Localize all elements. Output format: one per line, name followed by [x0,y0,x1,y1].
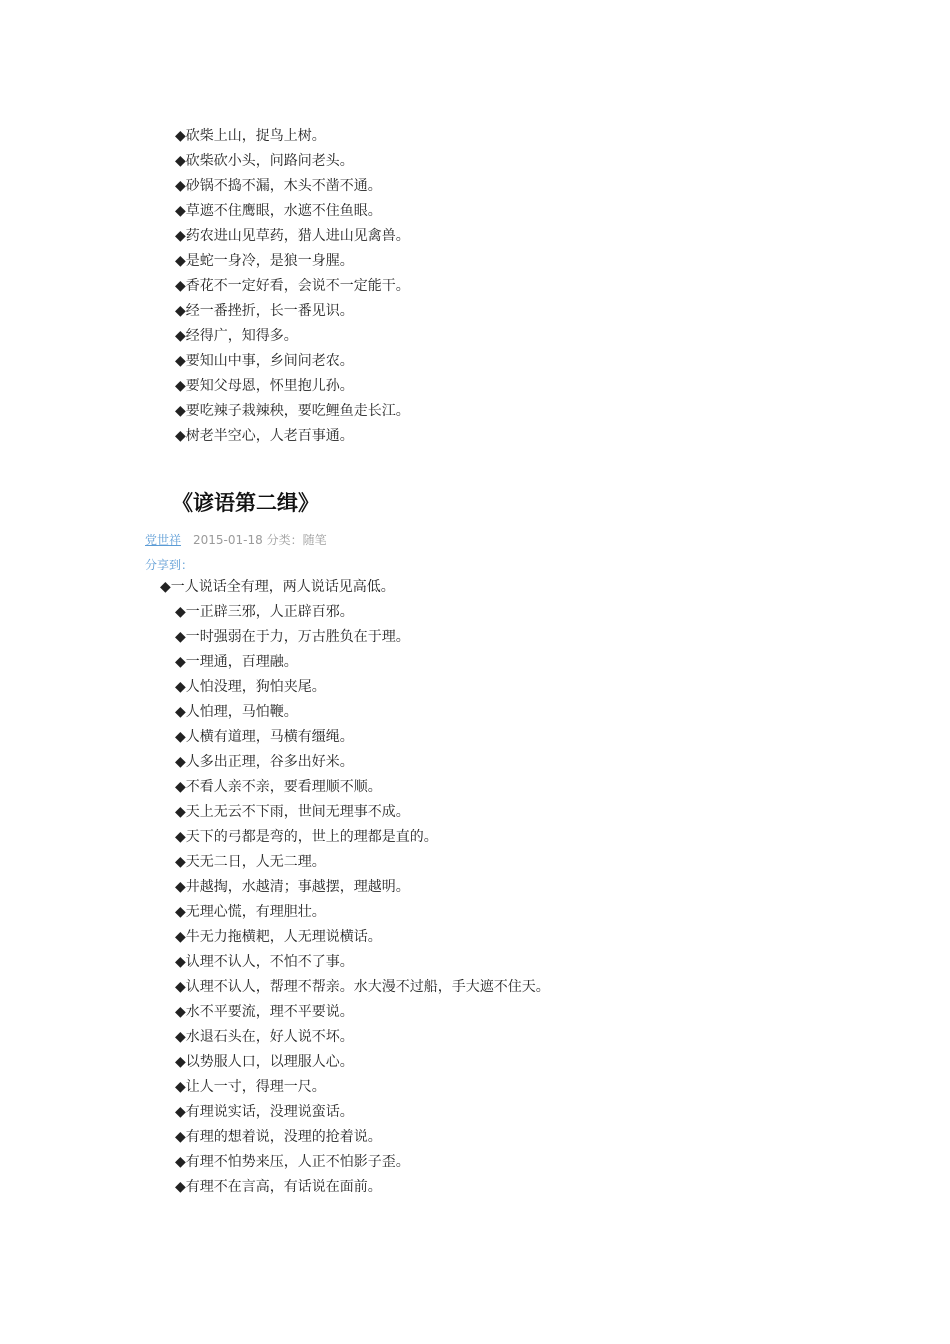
list-item: ◆经得广，知得多。 [175,328,298,344]
lead-proverb: ◆一人说话全有理，两人说话见高低。 [160,579,395,595]
list-item: ◆砍柴砍小头，问路问老头。 [175,153,354,169]
list-item: ◆水不平要流，理不平要说。 [175,1004,354,1020]
list-item: ◆要吃辣子栽辣秧，要吃鲤鱼走长江。 [175,403,410,419]
list-item: ◆一理通，百理融。 [175,654,298,670]
list-item: ◆天下的弓都是弯的，世上的理都是直的。 [175,829,438,845]
proverb-list-1 [175,124,410,449]
post-date: 2015-01-18 [193,533,263,547]
list-item: ◆砂锅不捣不漏，木头不凿不通。 [175,178,382,194]
list-item: ◆天无二日，人无二理。 [175,854,326,870]
list-item: ◆要知山中事，乡间问老农。 [175,353,354,369]
list-item: ◆药农进山见草药，猎人进山见禽兽。 [175,228,410,244]
list-item: ◆天上无云不下雨，世间无理事不成。 [175,804,410,820]
list-item: ◆有理说实话，没理说蛮话。 [175,1104,354,1120]
list-item: ◆井越掏，水越清；事越摆，理越明。 [175,879,410,895]
list-item: ◆认理不认人，不怕不了事。 [175,954,354,970]
list-item: ◆砍柴上山，捉鸟上树。 [175,128,326,144]
list-item: ◆无理心慌，有理胆壮。 [175,904,326,920]
list-item: ◆有理不怕势来压，人正不怕影子歪。 [175,1154,410,1170]
list-item: ◆人横有道理，马横有缰绳。 [175,729,354,745]
author-link[interactable]: 党世祥 [145,533,182,547]
list-item: ◆一时强弱在于力，万古胜负在于理。 [175,629,410,645]
list-item: ◆树老半空心，人老百事通。 [175,428,354,444]
list-item: ◆一正辟三邪，人正辟百邪。 [175,604,354,620]
list-item: ◆草遮不住鹰眼，水遮不住鱼眼。 [175,203,382,219]
list-item: ◆水退石头在，好人说不坏。 [175,1029,354,1045]
list-item: ◆人怕没理，狗怕夹尾。 [175,679,326,695]
list-item: ◆认理不认人，帮理不帮亲。水大漫不过船，手大遮不住天。 [175,979,550,995]
list-item: ◆经一番挫折，长一番见识。 [175,303,354,319]
post-meta [145,531,327,548]
post-title: 《谚语第二缉》 [172,491,319,515]
share-label[interactable]: 分享到： [145,558,194,572]
list-item: ◆人怕理，马怕鞭。 [175,704,298,720]
list-item: ◆牛无力拖横耙，人无理说横话。 [175,929,382,945]
list-item: ◆有理的想着说，没理的抢着说。 [175,1129,382,1145]
proverb-list-2 [175,600,550,1200]
list-item: ◆让人一寸，得理一尺。 [175,1079,326,1095]
post-category: 分类：随笔 [266,533,327,547]
list-item: ◆香花不一定好看，会说不一定能干。 [175,278,410,294]
list-item: ◆是蛇一身冷，是狼一身腥。 [175,253,354,269]
list-item: ◆不看人亲不亲，要看理顺不顺。 [175,779,382,795]
list-item: ◆要知父母恩，怀里抱儿孙。 [175,378,354,394]
list-item: ◆人多出正理，谷多出好米。 [175,754,354,770]
list-item: ◆以势服人口，以理服人心。 [175,1054,354,1070]
list-item: ◆有理不在言高，有话说在面前。 [175,1179,382,1195]
